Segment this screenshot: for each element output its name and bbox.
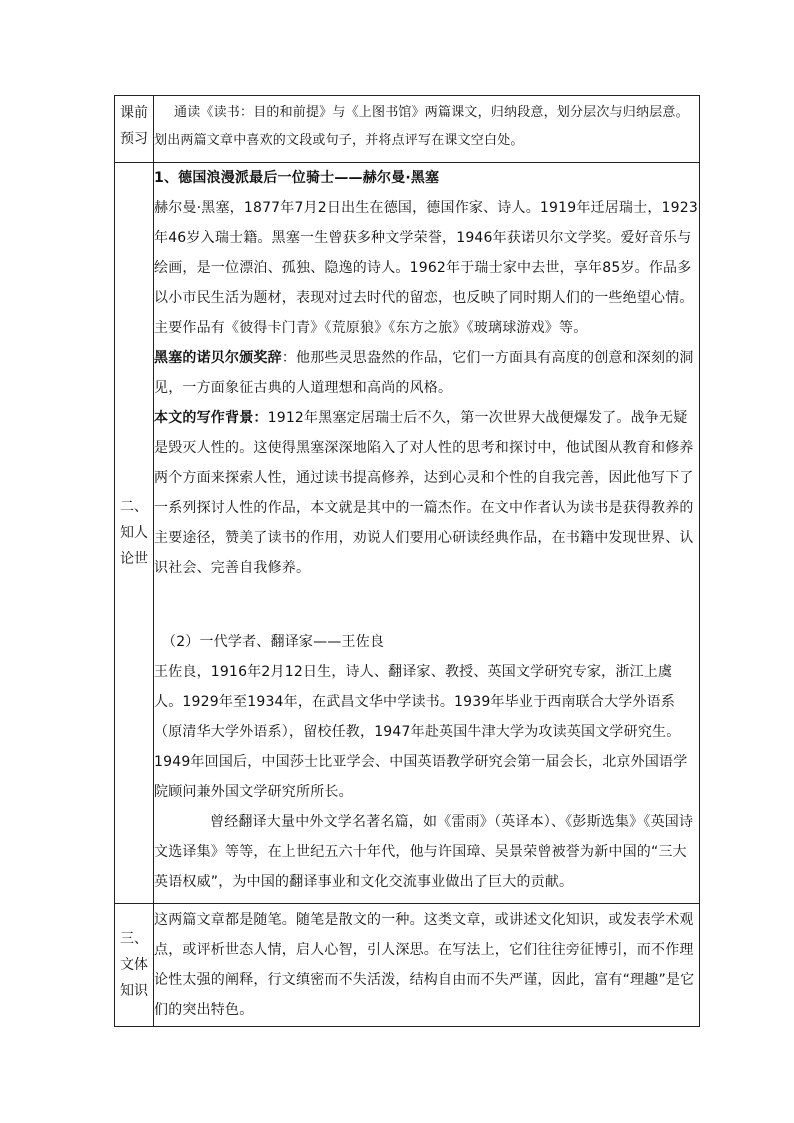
background-label-line: 二、 [120,499,148,515]
genre-label-line: 文体 [120,957,148,973]
preview-label-line: 预习 [120,131,148,147]
writing-background-text: 1912年黑塞定居瑞士后不久，第一次世界大战便爆发了。战争无疑是毁灭人性的。这使得黑塞深深地陷入了对人性的思考和探讨中，他试图从教育和修养两个方面来探索人性，通过读书提高修养，达到心灵和个性的自我完善，因此他写下了一系列探讨人性的作品，本文就是其中的一篇杰作。在文中作者认为读书是获得教养的主要途径，赞美了读书的作用，劝说人们要用心研读经典作品，在书籍中发现世界、认识社会、完善自我修养。 [154,410,694,576]
background-content [154,163,700,904]
worksheet-table [114,95,700,1027]
preview-row [115,96,700,163]
background-label [115,163,154,904]
preview-label [115,96,154,163]
wang-works: 曾经翻译大量中外文学名著名篇，如《雷雨》（英译本）、《彭斯选集》《英国诗文选译集》等等，在上世纪五六十年代，他与许国璋、吴景荣曾被誉为新中国的“三大英语权威”，为中国的翻译事业和文化交流事业做出了巨大的贡献。 [154,814,694,890]
background-row [115,163,700,904]
background-label-line: 知人 [120,525,148,541]
genre-label-line: 知识 [120,983,148,999]
spacer [154,583,699,627]
genre-row [115,904,700,1027]
hesse-writing-background [154,403,699,583]
hesse-heading: 1、德国浪漫派最后一位骑士——赫尔曼·黑塞 [154,170,440,186]
preview-content [154,96,700,163]
hesse-nobel-citation [154,343,699,403]
genre-text: 这两篇文章都是随笔。随笔是散文的一种。这类文章，或讲述文化知识，或发表学术观点，或评析世态人情，启人心智，引人深思。在写法上，它们往往旁征博引，而不作理论性太强的阐释，行文缜密而不失活泼，结构自由而不失严谨，因此，富有“理趣”是它们的突出特色。 [154,912,695,1018]
wang-heading: （2）一代学者、翻译家——王佐良 [162,634,385,650]
genre-content [154,904,700,1027]
hesse-bio: 赫尔曼·黑塞，1877年7月2日出生在德国，德国作家、诗人。1919年迁居瑞士，1923年46岁入瑞士籍。黑塞一生曾获多种文学荣誉，1946年获诺贝尔文学奖。爱好音乐与绘画，是一位漂泊、孤独、隐逸的诗人。1962年于瑞士家中去世，享年85岁。作品多以小市民生活为题材，表现对过去时代的留恋，也反映了同时期人们的一些绝望心情。主要作品有《彼得卡门青》《荒原狼》《东方之旅》《玻璃球游戏》等。 [154,200,698,336]
genre-label-line: 三、 [120,931,148,947]
genre-label [115,904,154,1027]
writing-background-label: 本文的写作背景： [154,410,268,426]
background-label-line: 论世 [120,551,148,567]
nobel-text: ：他那些灵思盎然的作品，它们一方面具有高度的创意和深刻的洞见，一方面象征古典的人道理想和高尚的风格。 [154,350,694,396]
preview-label-line: 课前 [120,105,148,121]
wang-bio: 王佐良，1916年2月12日生，诗人、翻译家、教授、英国文学研究专家，浙江上虞人。1929年至1934年，在武昌文华中学读书。1939年毕业于西南联合大学外语系（原清华大学外语系），留校任教，1947年赴英国牛津大学为攻读英国文学研究生。1949年回国后，中国莎士比亚学会、中国英语教学研究会第一届会长，北京外国语学院顾问兼外国文学研究所所长。 [154,664,688,800]
preview-text: 通读《读书：目的和前提》与《上图书馆》两篇课文，归纳段意，划分层次与归纳层意。划出两篇文章中喜欢的文段或句子，并将点评写在课文空白处。 [154,105,689,148]
nobel-label: 黑塞的诺贝尔颁奖辞 [154,350,282,366]
